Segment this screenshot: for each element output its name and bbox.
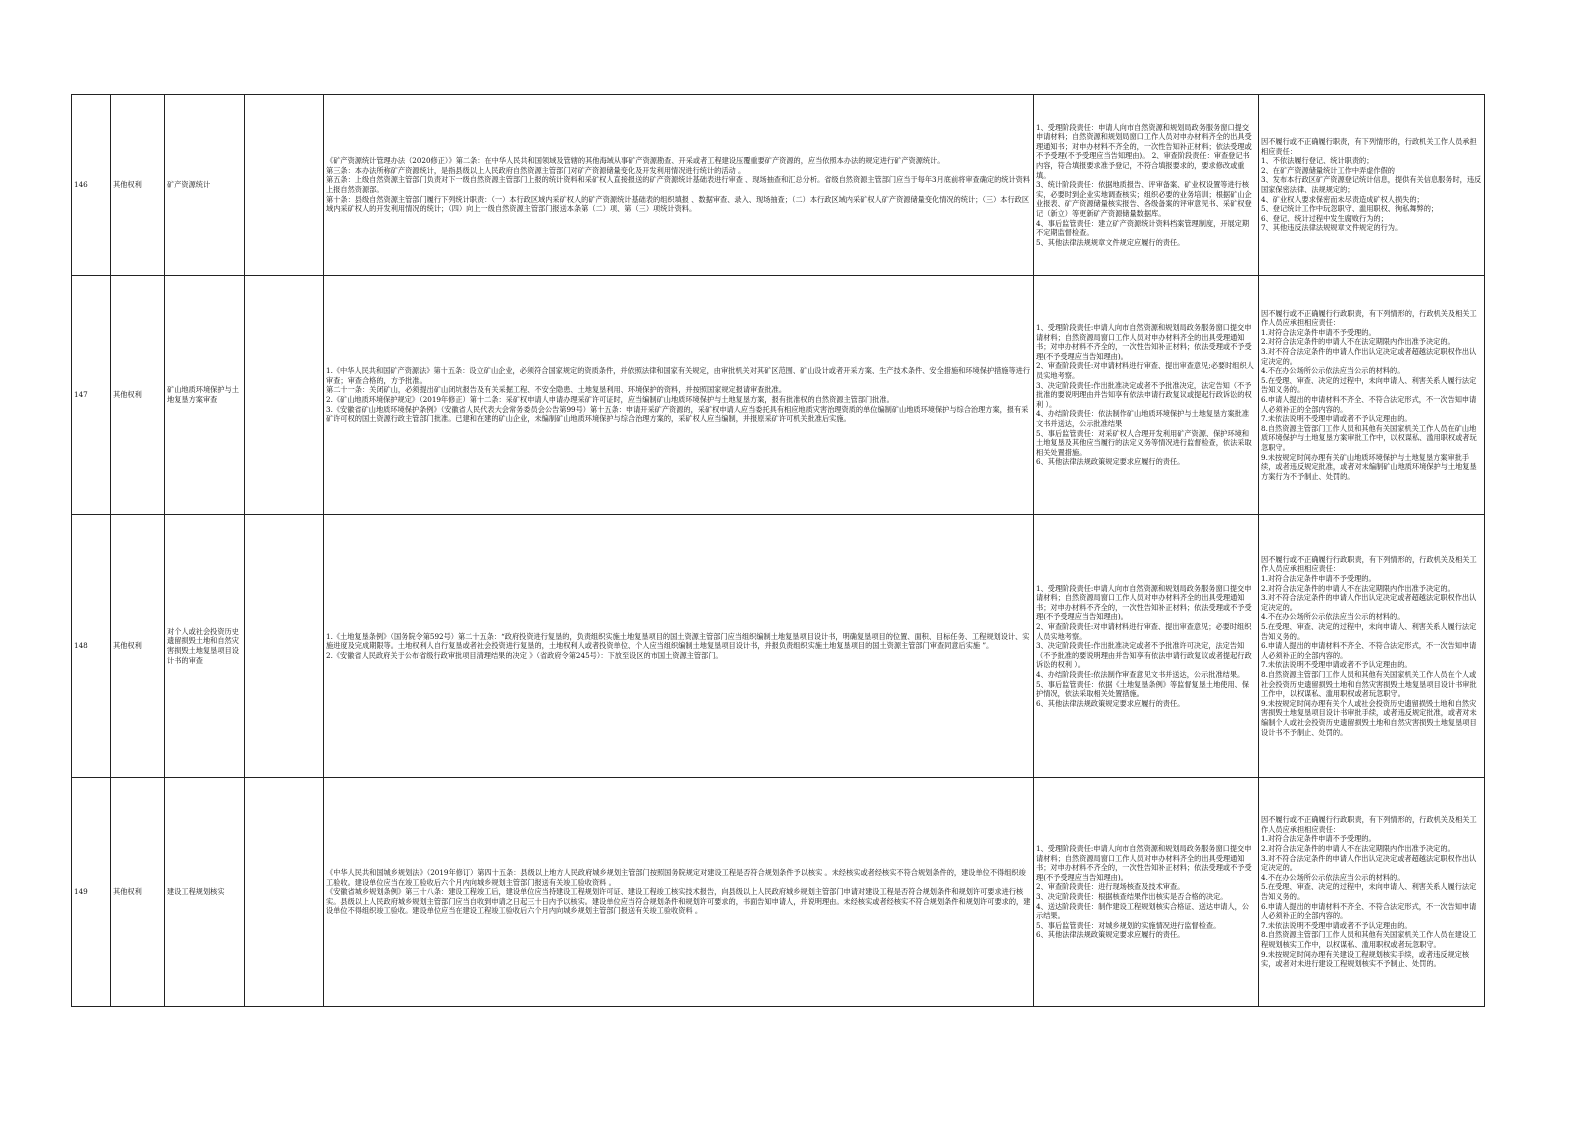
table-row (72, 778, 1485, 1007)
power-name: 矿产资源统计 (165, 95, 245, 276)
responsibility-items: 1、受理阶段责任:申请人向市自然资源和规划局政务服务窗口提交申请材料；自然资源局窗口工作人员对申办材料齐全的出具受理通知书；对申办材料不齐全的，一次性告知补正材料；依法受理或不予受理(不予受理应当告知理由)。 2、审查阶段责任：进行现场核查及技术审查。 3、决定阶段责任：根据核查结果作出核实是否合格的决定。 4、送达阶段责任：制作建设工程规划核实合格证、送达申请人，公示结果。 5、事后监管责任：对城乡规划的实施情况进行监督检查。 6、其他法律法规政策规定要求应履行的责任。 (1034, 778, 1259, 1007)
power-name: 矿山地质环境保护与土地复垦方案审查 (165, 276, 245, 515)
power-category: 其他权利 (111, 515, 165, 778)
table-row (72, 276, 1485, 515)
legal-basis: 1.《中华人民共和国矿产资源法》第十五条：设立矿山企业，必须符合国家规定的资质条件，并依照法律和国家有关规定，由审批机关对其矿区范围、矿山设计或者开采方案、生产技术条件、安全措施和环境保护措施等进行审查；审查合格的，方予批准。 第二十一条：关闭矿山，必须提出矿山闭坑报告及有关采掘工程、不安全隐患、土地复垦利用、环境保护的资料，并按照国家规定报请审查批准。 2.《矿山地质环境保护规定》（2019年修正）第十二条：采矿权申请人申请办理采矿许可证时，应当编制矿山地质环境保护与土地复垦方案，报有批准权的自然资源主管部门批准。 3.《安徽省矿山地质环境保护条例》（安徽省人民代表大会常务委员会公告第99号）第十五条：申请开采矿产资源的，采矿权申请人应当委托具有相应地质灾害治理资质的单位编制矿山地质环境保护与综合治理方案，报有采矿许可权的国土资源行政主管部门批准。已建和在建的矿山企业，未编制矿山地质环境保护与综合治理方案的，采矿权人应当编制，并报原采矿许可机关批准后实施。 (324, 276, 1034, 515)
row-number: 146 (72, 95, 111, 276)
power-list-table (71, 94, 1485, 1007)
sub-item (245, 778, 324, 1007)
power-name: 建设工程规划核实 (165, 778, 245, 1007)
accountability-items: 因不履行或不正确履行行政职责，有下列情形的，行政机关及相关工作人员应承担相应责任： 1.对符合法定条件申请不予受理的。 2.对符合法定条件的申请人不在法定期限内作出准予决定的。 3.对不符合法定条件的申请人作出认定决定或者超越法定职权作出认定决定的。 4.不在办公场所公示依法应当公示的材料的。 5.在受理、审查、决定的过程中，未向申请人、利害关系人履行法定告知义务的。 6.申请人提出的申请材料不齐全、不符合法定形式，不一次告知申请人必须补正的全部内容的。 7.未依法说明不受理申请或者不予认定理由的。 8.自然资源主管部门工作人员和其他有关国家机关工作人员在矿山地质环境保护与土地复垦方案审批工作中，以权谋私、滥用职权或者玩忽职守。 9.未按规定时间办理有关矿山地质环境保护与土地复垦方案审批手续，或者违反规定批准，或者对未编制矿山地质环境保护与土地复垦方案行为不予制止、处罚的。 (1259, 276, 1485, 515)
sub-item (245, 95, 324, 276)
legal-basis: 《矿产资源统计管理办法（2020修正）》第二条：在中华人民共和国领域及管辖的其他海域从事矿产资源勘查、开采或者工程建设压覆重要矿产资源的，应当依照本办法的规定进行矿产资源统计。 第三条：本办法所称矿产资源统计，是指县级以上人民政府自然资源主管部门对矿产资源储量变化及开发利用情况进行统计的活动 。 第五条：上级自然资源主管部门负责对下一级自然资源主管部门上报的统计资料和采矿权人直接报送的矿产资源统计基础表进行审查 、现场抽查和汇总分析。省级自然资源主管部门应当于每年3月底前将审查确定的统计资料上报自然资源部。 第十条：县级自然资源主管部门履行下列统计职责：（一）本行政区域内采矿权人的矿产资源统计基础表的组织填报 、数据审查、录入、现场抽查；（二）本行政区域内采矿权人矿产资源储量变化情况的统计；（三）本行政区域内采矿权人的开发利用情况的统计；（四）向上一级自然资源主管部门报送本条第（二）项、第（三）项统计资料。 (324, 95, 1034, 276)
table-row (72, 515, 1485, 778)
accountability-items: 因不履行或不正确履行行政职责，有下列情形的，行政机关及相关工作人员应承担相应责任： 1.对符合法定条件申请不予受理的。 2.对符合法定条件的申请人不在法定期限内作出准予决定的。 3.对不符合法定条件的申请人作出认定决定或者超越法定职权作出认定决定的。 4.不在办公场所公示依法应当公示的材料的。 5.在受理、审查、决定的过程中，未向申请人、利害关系人履行法定告知义务的。 6.申请人提出的申请材料不齐全、不符合法定形式，不一次告知申请人必须补正的全部内容的。 7.未依法说明不受理申请或者不予认定理由的。 8.自然资源主管部门工作人员和其他有关国家机关工作人员在个人或社会投资历史遗留损毁土地和自然灾害损毁土地复垦项目设计书审批工作中，以权谋私、滥用职权或者玩忽职守。 9.未按规定时间办理有关个人或社会投资历史遗留损毁土地和自然灾害损毁土地复垦项目设计书审批手续，或者违反规定批准，或者对未编制个人或社会投资历史遗留损毁土地和自然灾害损毁土地复垦项目设计书不予制止、处罚的。 (1259, 515, 1485, 778)
sub-item (245, 276, 324, 515)
responsibility-items: 1、受理阶段责任：申请人向市自然资源和规划局政务服务窗口提交申请材料；自然资源和规划局窗口工作人员对申办材料齐全的出具受理通知书；对申办材料不齐全的，一次性告知补正材料；依法受理或不予受理(不予受理应当告知理由)。 2、审查阶段责任：审查登记书内容，符合填报要求准予登记，不符合填报要求的，要求修改或重填。 3、统计阶段责任：依据地质报告、评审备案、矿业权设置等进行核实，必要时到企业实地调查核实；组织必要的业务培训；根据矿山企业报表、矿产资源储量核实报告、各级备案的评审意见书、采矿权登记（新立）等更新矿产资源储量数据库。 4、事后监管责任：建立矿产资源统计资料档案管理制度，开展定期不定期监督检查。 5、其他法律法规规章文件规定应履行的责任。 (1034, 95, 1259, 276)
row-number: 148 (72, 515, 111, 778)
row-number: 149 (72, 778, 111, 1007)
power-category: 其他权利 (111, 95, 165, 276)
accountability-items: 因不履行或不正确履行职责，有下列情形的，行政机关工作人员承担相应责任： 1、不依法履行登记、统计职责的； 2、在矿产资源储量统计工作中弄虚作假的 3、发布本行政区矿产资源登记统计信息，提供有关信息服务时，违反国家保密法律、法规规定的； 4、矿业权人要求保密而未尽责造成矿权人损失的； 5、登记统计工作中玩忽职守、滥用职权、徇私舞弊的； 6、登记、统计过程中发生腐败行为的； 7、其他违反法律法规规章文件规定的行为。 (1259, 95, 1485, 276)
accountability-items: 因不履行或不正确履行行政职责，有下列情形的，行政机关及相关工作人员应承担相应责任： 1.对符合法定条件申请不予受理的。 2.对符合法定条件的申请人不在法定期限内作出准予决定的。 3.对不符合法定条件的申请人作出认定决定或者超越法定职权作出认定决定的。 4.不在办公场所公示依法应当公示的材料的。 5.在受理、审查、决定的过程中，未向申请人、利害关系人履行法定告知义务的。 6.申请人提出的申请材料不齐全、不符合法定形式，不一次告知申请人必须补正的全部内容的。 7.未依法说明不受理申请或者不予认定理由的。 8.自然资源主管部门工作人员和其他有关国家机关工作人员在建设工程规划核实工作中，以权谋私、滥用职权或者玩忽职守。 9.未按规定时间办理有关建设工程规划核实手续，或者违反规定核实，或者对未进行建设工程规划核实不予制止、处罚的。 (1259, 778, 1485, 1007)
row-number: 147 (72, 276, 111, 515)
power-name: 对个人或社会投资历史遗留损毁土地和自然灾害损毁土地复垦项目设计书的审查 (165, 515, 245, 778)
power-category: 其他权利 (111, 778, 165, 1007)
sub-item (245, 515, 324, 778)
responsibility-items: 1、受理阶段责任:申请人向市自然资源和规划局政务服务窗口提交申请材料；自然资源局窗口工作人员对申办材料齐全的出具受理通知书；对申办材料不齐全的，一次性告知补正材料；依法受理或不予受理(不予受理应当告知理由)。 2、审查阶段责任:对申请材料进行审查、提出审查意见;必要时组织人员实地考察。 3、决定阶段责任:作出批准决定或者不予批准决定，法定告知（不予批准的要说明理由并告知享有依法申请行政复议或提起行政诉讼的权利 ）。 4、办结阶段责任：依法制作矿山地质环境保护与土地复垦方案批准文书并送达，公示批准结果 5、事后监管责任：对采矿权人合理开发利用矿产资源、保护环境和土地复垦及其他应当履行的法定义务等情况进行监督检查，依法采取相关处置措施。 6、其他法律法规政策规定要求应履行的责任。 (1034, 276, 1259, 515)
power-category: 其他权利 (111, 276, 165, 515)
responsibility-items: 1、受理阶段责任:申请人向市自然资源和规划局政务服务窗口提交申请材料；自然资源局窗口工作人员对申办材料齐全的出具受理通知书；对申办材料不齐全的，一次性告知补正材料；依法受理或不予受理(不予受理应当告知理由)。 2、审查阶段责任:对申请材料进行审查、提出审查意见；必要时组织人员实地考察。 3、决定阶段责任:作出批准决定或者不予批准许可决定，法定告知（不予批准的要说明理由并告知享有依法申请行政复议或者提起行政诉讼的权利 ）。 4、办结阶段责任:依法制作审查意见文书并送达，公示批准结果。 5、事后监管责任：依据《土地复垦条例》等监督复垦土地使用、保护情况，依法采取相关处置措施。 6、其他法律法规政策规定要求应履行的责任。 (1034, 515, 1259, 778)
table-row (72, 95, 1485, 276)
legal-basis: 《中华人民共和国城乡规划法》（2019年修订）第四十五条：县级以上地方人民政府城乡规划主管部门按照国务院规定对建设工程是否符合规划条件予以核实 。未经核实或者经核实不符合规划条件的，建设单位不得组织竣工验收。建设单位应当在竣工验收后六个月内向城乡规划主管部门报送有关竣工验收资料 。 《安徽省城乡规划条例》第三十八条：建设工程竣工后，建设单位应当持建设工程规划许可证、建设工程竣工核实技术报告，向县级以上人民政府城乡规划主管部门申请对建设工程是否符合规划条件和规划许可要求进行核实。县级以上人民政府城乡规划主管部门应当自收到申请之日起三十日内予以核实。建设单位应当符合规划条件和规划许可要求的，书面告知申请人，并说明理由。未经核实或者经核实不符合规划条件和规划许可要求的，建设单位不得组织竣工验收。建设单位应当在建设工程竣工验收后六个月内向城乡规划主管部门报送有关竣工验收资料 。 (324, 778, 1034, 1007)
legal-basis: 1.《土地复垦条例》（国务院令第592号）第二十五条：“政府投资进行复垦的，负责组织实施土地复垦项目的国土资源主管部门应当组织编制土地复垦项目设计书，明确复垦项目的位置、面积、目标任务、工程规划设计、实施进度及完成期限等。土地权利人自行复垦或者社会投资进行复垦的，土地权利人或者投资单位、个人应当组织编制土地复垦项目设计书，并报负责组织实施土地复垦项目的国土资源主管部门审查同意后实施 ”。 2.《安徽省人民政府关于公布省级行政审批项目清理结果的决定 》（省政府令第245号）：下放至设区的市国土资源主管部门。 (324, 515, 1034, 778)
